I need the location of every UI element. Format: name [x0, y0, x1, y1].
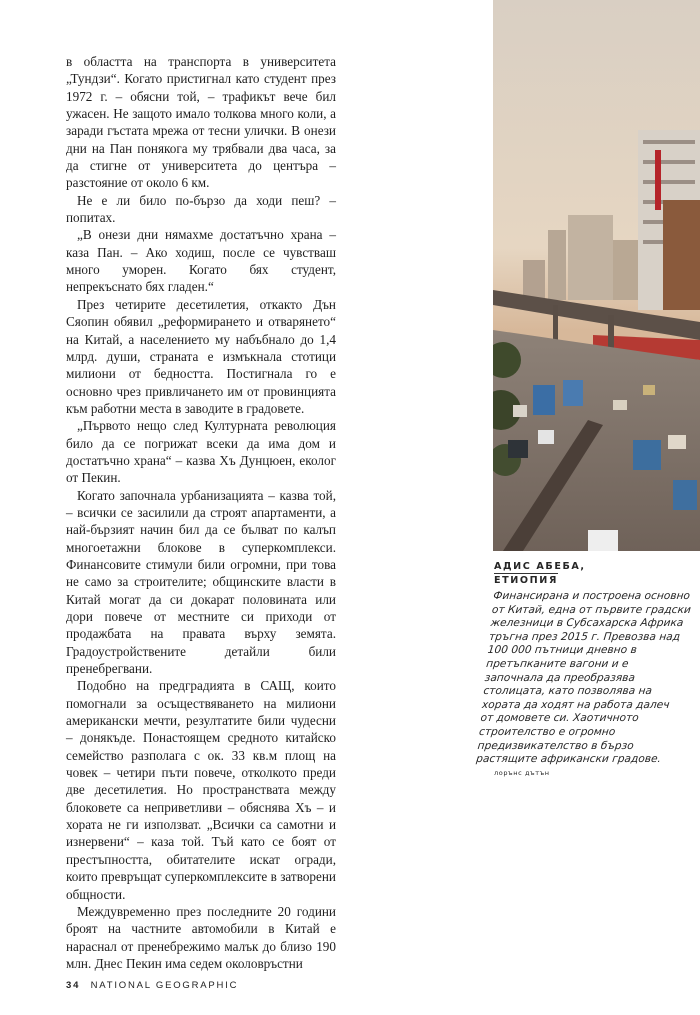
article-paragraph: „Първото нещо след Културната революция било да се погрижат всеки да има дом и достатъчно храна“ – казва Хъ Дунцюен, еколог от Пекин.	[66, 418, 336, 486]
caption-title	[494, 560, 694, 587]
city-light-rail-photo	[493, 0, 700, 551]
article-body	[66, 53, 336, 972]
page-footer	[66, 980, 238, 991]
caption-title-country: ЕТИОПИЯ	[494, 575, 558, 586]
photo-caption	[475, 560, 694, 778]
article-paragraph: През четирите десетилетия, откакто Дън Сяопин обявил „реформирането и отварянето“ на Китай, а населението му набъбнало до 1,4 млрд. души, страната е измъкнала стотици милиони от бедността. Постигнала го е основно чрез привличането им от провинцията към работни места в заводите в градовете.	[66, 296, 336, 416]
photo-illustration	[493, 0, 700, 551]
article-paragraph: Когато започнала урбанизацията – казва той, – всички се засилили да строят апартаменти, а най-бързият начин бил да се бълват по калъп многоетажни блокове в суперкомплекси. Финансовите стимули били огромни, при това не само за строителите; общинските власти в Китай могат да си докарат половината или дори повече от местните си приходи от продажбата на правата върху земята. Градоустройствените детайли били пренебрегвани.	[66, 487, 336, 677]
photo-credit: лорънс дътън	[494, 768, 550, 777]
article-paragraph: Подобно на предградията в САЩ, които помогнали за осъществяването на милиони американски мечти, резултатите били чудесни – донякъде. Понастоящем средното китайско семейство разполага с ок. 33 кв.м площ на човек – четири пъти повече, отколкото преди две десетилетия. Но пространствата между блоковете са неприветливи – обяснява Хъ – и хората не ги използват. „Всички са самотни и изнервени“ – каза той. Тъй като се боят от престъпността, обитателите искат огради, които превръщат суперкомплексите в затворени общности.	[66, 678, 336, 902]
magazine-name: NATIONAL GEOGRAPHIC	[90, 980, 239, 991]
article-paragraph: в областта на транспорта в университета „Тундзи“. Когато пристигнал като студент през 1972 г. – обясни той, – трафикът вече бил ужасен. Не защото имало толкова много коли, а заради гъстата мрежа от тесни улички. В онези дни на Пан понякога му трябвали два часа, за да стигне от университета до центъра – разстояние от около 6 км.	[66, 54, 336, 191]
caption-text: Финансирана и построена основно от Китай, една от първите градски железници в Субсахарска Африка тръгна през 2015 г. Превозва над 100 000 пътници дневно в претъпканите вагони и е започнала да преобразява столицата, като позволява на хората да ходят на работа далеч от домовете си. Хаотичното строителство е огромно предизвикателство в бързо растящите африкански градове.	[475, 590, 692, 766]
article-paragraph: Не е ли било по-бързо да ходи пеш? – попитах.	[66, 192, 336, 226]
page-number: 34	[66, 980, 81, 991]
caption-title-city: АДИС АБЕБА,	[494, 561, 586, 572]
article-paragraph: „В онези дни нямахме достатъчно храна – каза Пан. – Ако ходиш, после се чувстваш много уморен. Когато бях студент, непрекъснато бях гладен.“	[66, 227, 336, 295]
article-paragraph: Междувременно през последните 20 години броят на частните автомобили в Китай е нараснал от пренебрежимо малък до близо 190 млн. Днес Пекин има седем околовръстни	[66, 903, 336, 971]
